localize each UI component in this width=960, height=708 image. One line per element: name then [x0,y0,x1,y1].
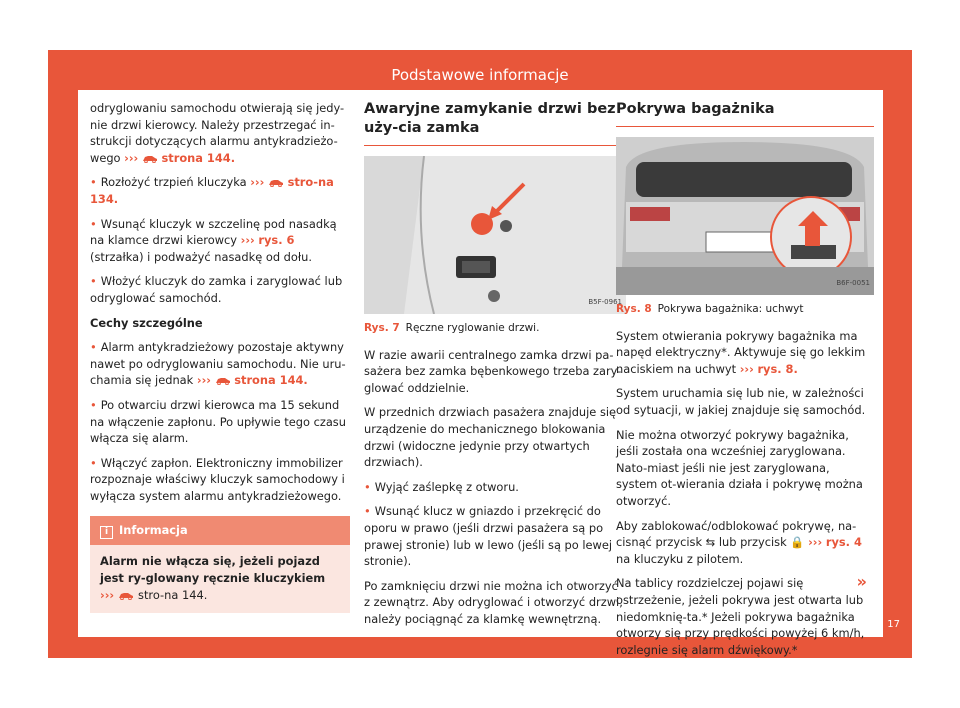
section-title: Pokrywa bagażnika [616,100,874,127]
figure-code: B5F-0961 [588,298,622,307]
paragraph: Nie można otworzyć pokrywy bagażnika, jeśli została ona wcześniej zaryglowana. Nato-miast jeśli nie jest zaryglowana, system ot-wierania działa i pokrywę można otworzyć. [616,427,863,508]
car-warning-icon [118,590,134,600]
info-text: Alarm nie włącza się, jeżeli pojazd jest ry-glowany ręcznie kluczykiem ››› stro-na 144. [100,554,326,602]
figure-caption: Rys. 7 Ręczne ryglowanie drzwi. [364,322,540,334]
cross-reference[interactable]: rys. 4 [825,535,862,550]
cross-reference[interactable]: rys. 8. [757,361,798,376]
trunk-button-icon: ⇆ [705,535,716,550]
bullet-item: • Rozłożyć trzpień kluczyka ››› stro-na 134. [90,175,334,206]
text: odryglowaniu samochodu otwierają się jedy-nie drzwi kierowcy. Należy przestrzegać in-strukcji dotyczących alarmu antykradzieżo-wego [90,101,345,165]
cross-reference[interactable]: rys. 6 [258,233,295,248]
page-number: 17 [887,619,900,630]
padlock-icon: 🔒 [790,535,805,550]
info-box [90,516,350,613]
column-1 [90,100,350,613]
car-warning-icon [268,177,284,187]
page-header: Podstawowe informacje [100,62,860,88]
cross-reference[interactable]: stro-na 134. [90,175,334,206]
paragraph: W razie awarii centralnego zamka drzwi pa-sażera bez zamka bębenkowego trzeba zary-glować oddzielnie. [364,347,622,395]
column-3 [616,100,874,666]
bullet-item: • Włączyć zapłon. Elektroniczny immobilizer rozpoznaje właściwy kluczyk samochodowy i wyłącza system alarmu antykradzieżowego. [90,455,345,503]
bullet-item: • Wyjąć zaślepkę z otworu. [364,479,519,494]
paragraph: Na tablicy rozdzielczej pojawi się ostrzeżenie, jeżeli pokrywa jest otwarta lub niedomknię-ta.* Jeżeli pokrywa bagażnika otworzy się przy prędkości powyżej 6 km/h, rozlegnie się alarm dźwiękowy.* [616,576,865,657]
car-warning-icon [215,375,231,385]
cross-reference[interactable]: strona 144. [161,150,236,165]
info-icon: i [100,526,113,539]
paragraph: Po zamknięciu drzwi nie można ich otworzyć z zewnątrz. Aby odryglować i otworzyć drzwi, należy pociągnąć za klamkę wewnętrzną. [364,578,623,626]
paragraph: odryglowaniu samochodu otwierają się jedy-nie drzwi kierowcy. Należy przestrzegać in-strukcji dotyczących alarmu antykradzieżo-wego ››› strona 144. [90,101,345,165]
door-lock-illustration [364,156,626,314]
cross-reference[interactable]: stro-na 144. [138,587,208,602]
paragraph: W przednich drzwiach pasażera znajduje się urządzenie do mechanicznego blokowania drzwi (widoczne jedynie przy otwartych drzwiach). [364,405,617,470]
subheading: Cechy szczególne [90,315,203,330]
figure-trunk [616,137,874,295]
figure-code: B6F-0051 [836,279,870,288]
paragraph: System uruchamia się lub nie, w zależności od sytuacji, w jakiej znajduje się samochód. [616,386,866,417]
figure-caption: Rys. 8 Pokrywa bagażnika: uchwyt [616,303,804,315]
paragraph: System otwierania pokrywy bagażnika ma napęd elektryczny*. Aktywuje się go lekkim naciskiem na uchwyt ››› rys. 8. [616,328,866,376]
car-warning-icon [142,153,158,163]
bullet-item: • Wsunąć kluczyk w szczelinę pod nasadką na klamce drzwi kierowcy ››› rys. 6 (strzałka) i podważyć nasadkę od dołu. [90,216,337,264]
info-header: i Informacja [90,516,350,545]
bullet-item: • Włożyć kluczyk do zamka i zaryglować lub odryglować samochód. [90,274,343,305]
continue-marker: » [856,572,867,591]
bullet-item: • Alarm antykradzieżowy pozostaje aktywny nawet po odryglowaniu samochodu. Nie uru-chamia się jednak ››› strona 144. [90,340,346,388]
paragraph: Aby zablokować/odblokować pokrywę, na-cisnąć przycisk ⇆ lub przycisk 🔒 ››› rys. 4 na kluczyku z pilotem. [616,518,862,566]
figure-door-lock [364,156,626,314]
bullet-item: • Wsunąć klucz w gniazdo i przekręcić do oporu w prawo (jeśli drzwi pasażera są po prawej stronie) lub w lewo (jeśli są po lewej stronie). [364,504,613,569]
trunk-illustration [616,137,874,295]
bullet-item: • Po otwarciu drzwi kierowca ma 15 sekund na włączenie zapłonu. Po upływie tego czasu włącza się alarm. [90,397,346,446]
content-panel [78,90,883,657]
cross-reference[interactable]: strona 144. [234,373,308,388]
section-title: Awaryjne zamykanie drzwi bez uży-cia zamka [364,100,626,146]
column-2 [364,100,626,636]
